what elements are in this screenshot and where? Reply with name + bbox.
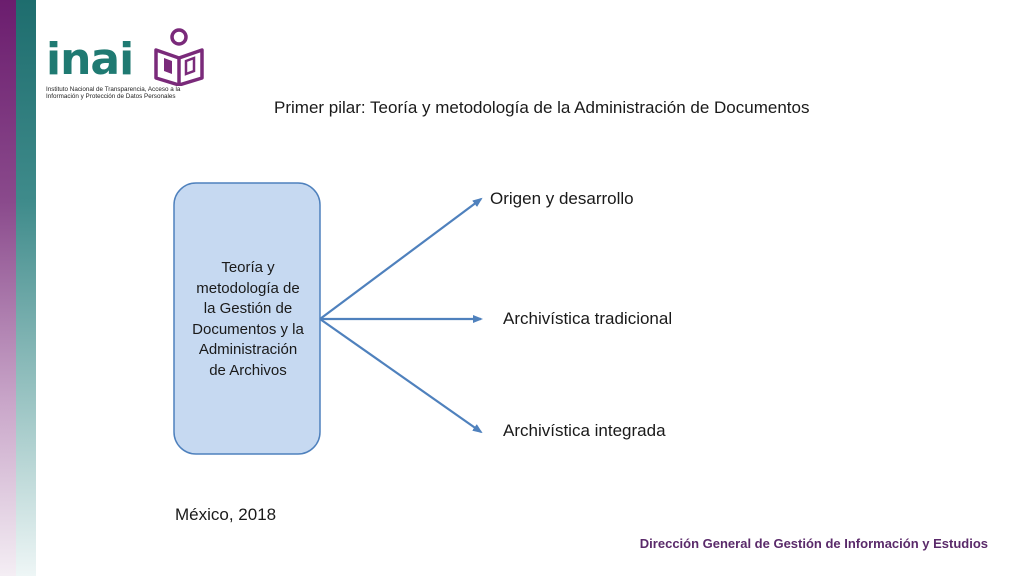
arrow-to-integrada bbox=[320, 319, 481, 432]
central-box-line: la Gestión de bbox=[203, 300, 293, 317]
central-box-line: metodología de bbox=[196, 279, 300, 297]
central-box-line: Teoría y bbox=[221, 259, 275, 276]
central-box-line: de Archivos bbox=[209, 361, 287, 379]
logo-wordmark: inai bbox=[46, 34, 134, 85]
branch-label-tradicional: Archivística tradicional bbox=[503, 309, 673, 328]
arrow-to-origen bbox=[320, 199, 481, 319]
slide-title: Primer pilar: Teoría y metodología de la Administración de Documentos bbox=[274, 98, 810, 117]
central-box-line: Documentos y la bbox=[192, 320, 304, 338]
logo-subtitle-line-1: Instituto Nacional de Transparencia, Acceso a la bbox=[46, 86, 181, 93]
central-box-line: Administración bbox=[198, 341, 298, 358]
place-date: México, 2018 bbox=[175, 505, 277, 524]
branch-label-origen: Origen y desarrollo bbox=[490, 189, 634, 208]
logo-subtitle-line-2: Información y Protección de Datos Personales bbox=[46, 93, 176, 100]
branch-label-integrada: Archivística integrada bbox=[503, 421, 666, 440]
central-box-label bbox=[176, 258, 320, 381]
footer-department: Dirección General de Gestión de Información y Estudios bbox=[639, 536, 988, 551]
